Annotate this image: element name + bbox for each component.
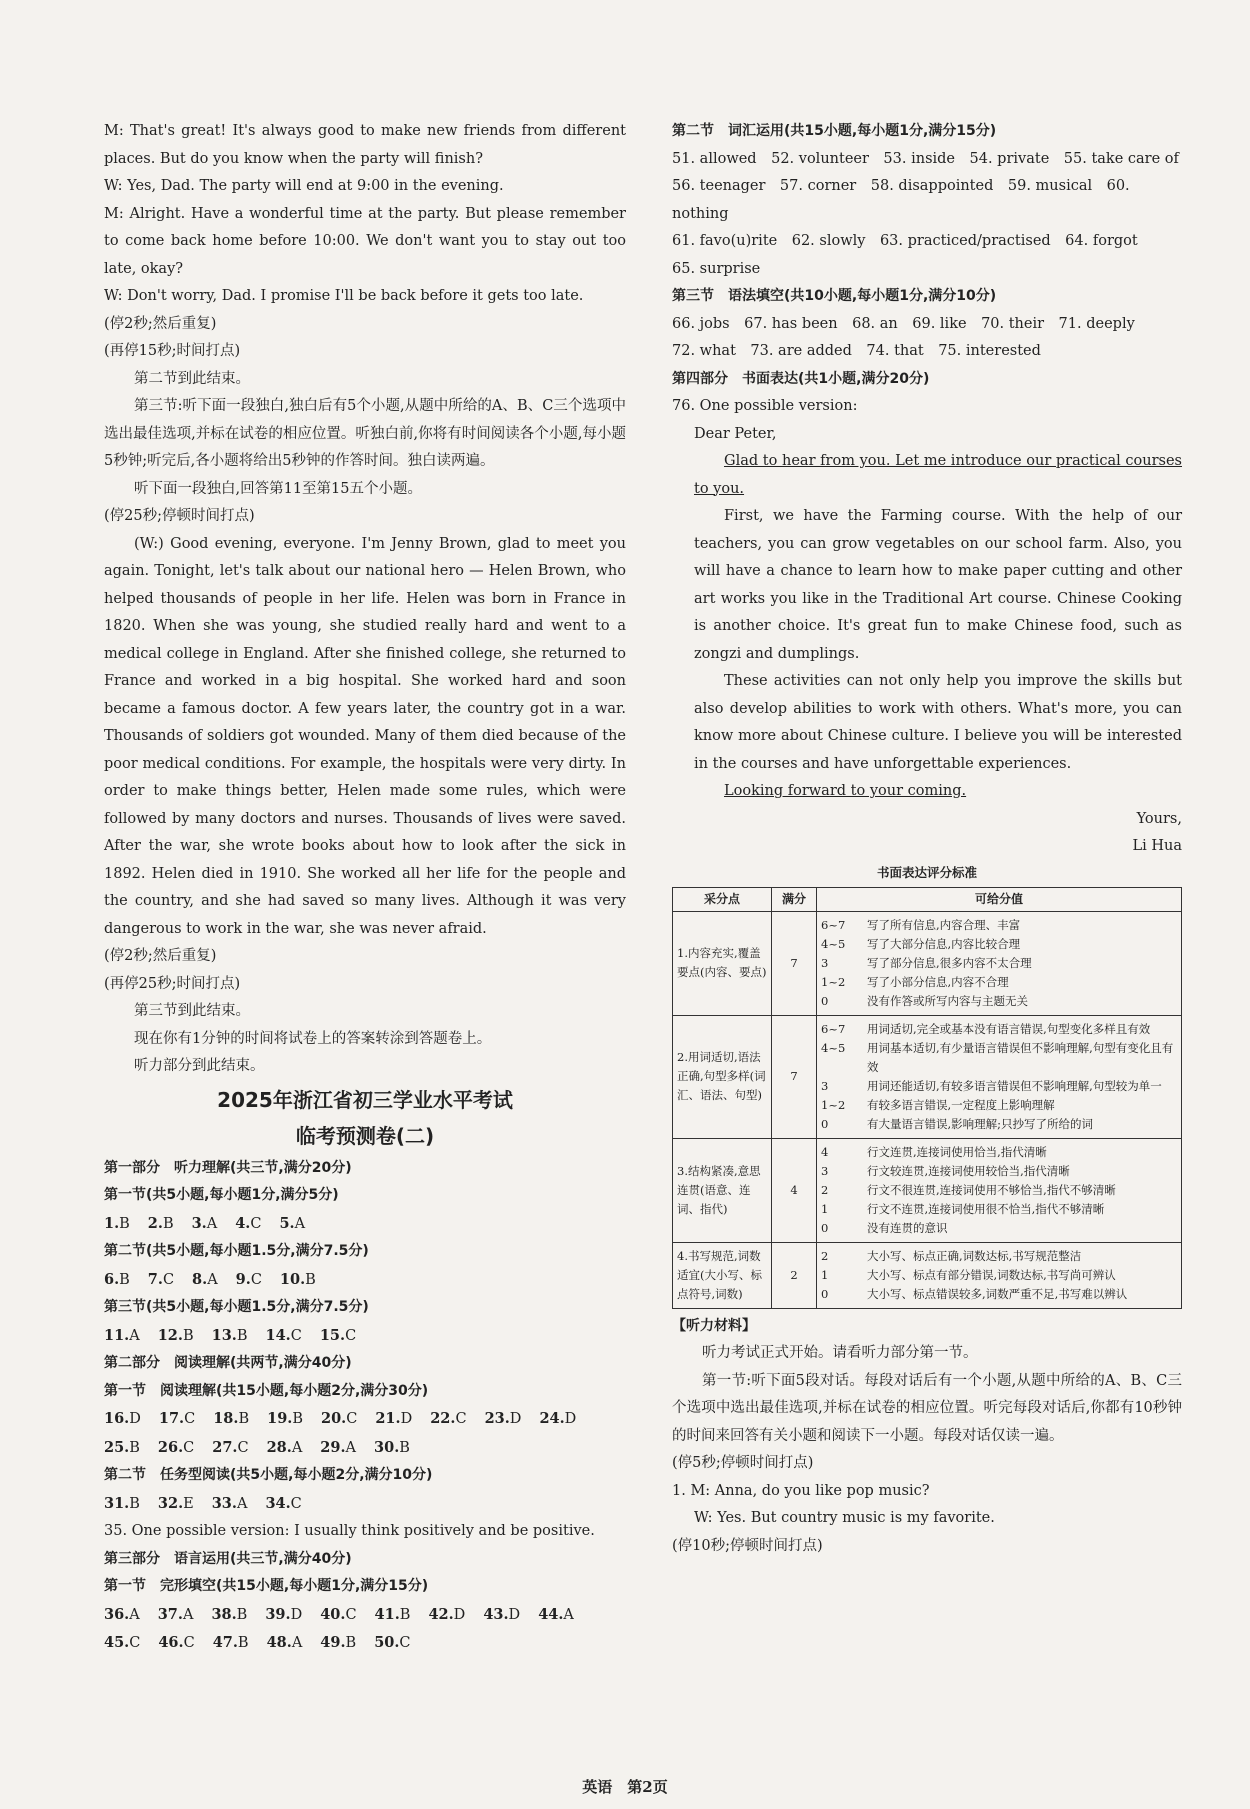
rubric-max: 4 [772, 1138, 817, 1242]
answer-row: 66. jobs 67. has been 68. an 69. like 70. their 71. deeply [672, 315, 1135, 332]
q35-answer: 35. One possible version: I usually think positively and be positive. [104, 1523, 595, 1539]
pause-2: (停2秒;然后重复) [104, 948, 217, 964]
answer-number: 48. [266, 1634, 292, 1651]
answer-item [104, 1607, 140, 1623]
answer-item [158, 1328, 194, 1344]
answer-item [267, 1411, 303, 1427]
rubric-level-score: 0 [821, 1286, 829, 1301]
rubric-level [821, 1266, 1177, 1285]
answer-number: 39. [265, 1605, 291, 1623]
answer-value: D [453, 1606, 466, 1623]
rubric-level-score: 4~5 [821, 936, 846, 951]
answer-item [104, 1328, 140, 1344]
section2-end: 第二节到此结束。 [134, 370, 250, 387]
answer-value: C [183, 1439, 195, 1456]
answer-value: A [294, 1215, 306, 1232]
answer-value: A [206, 1215, 218, 1232]
answer-item [483, 1607, 520, 1623]
rubric-level-desc: 行文较连贯,连接词使用较恰当,指代清晰 [867, 1163, 1070, 1178]
answer-number: 50. [374, 1634, 400, 1651]
section3-intro: 第三节:听下面一段独白,独白后有5个小题,从题中所给的A、B、C三个选项中选出最佳选项,并标在试卷的相应位置。听独白前,你将有时间阅读各个小题,每小题5秒钟;听完后,各小题将给出5秒钟的作答时间。独白读两遍。 [104, 398, 626, 469]
rubric-level [821, 992, 1177, 1011]
rubric-level [821, 1143, 1177, 1162]
answer-value: A [291, 1635, 303, 1651]
rubric-point: 2.用词适切,语法正确,句型多样(词汇、语法、句型) [673, 1015, 772, 1138]
answer-item [158, 1635, 194, 1651]
answer-row: 61. favo(u)rite 62. slowly 63. practiced/practised 64. forgot [672, 233, 1138, 249]
rubric-row [673, 1015, 1182, 1138]
answer-item [320, 1607, 356, 1623]
rubric-level-score: 3 [821, 955, 829, 970]
answer-number: 27. [212, 1438, 238, 1456]
answer-value: D [400, 1411, 413, 1427]
answer-number: 36. [104, 1605, 130, 1623]
answer-value: C [183, 1635, 195, 1651]
rubric-level-desc: 大小写、标点正确,词数达标,书写规范整洁 [867, 1248, 1082, 1263]
answer-row: 72. what 73. are added 74. that 75. interested [672, 343, 1041, 359]
rubric-header-point: 采分点 [673, 887, 772, 911]
answer-number: 40. [320, 1605, 346, 1623]
answer-number: 13. [211, 1326, 237, 1344]
answer-number: 37. [157, 1605, 183, 1623]
answer-item [279, 1216, 305, 1232]
answer-item [236, 1272, 262, 1288]
answer-number: 42. [428, 1605, 454, 1623]
answer-item [374, 1440, 410, 1456]
rubric-level-score: 4 [821, 1144, 829, 1159]
answer-item [485, 1411, 522, 1427]
answer-item [212, 1440, 248, 1456]
answer-number: 19. [267, 1410, 293, 1427]
dialog-line: W: Yes, Dad. The party will end at 9:00 in the evening. [104, 178, 504, 194]
answer-item [266, 1328, 302, 1344]
p3s1-answers-a [104, 1601, 626, 1630]
rubric-row [673, 1242, 1182, 1308]
answer-item [104, 1411, 141, 1427]
rubric-level-desc: 没有作答或所写内容与主题无关 [867, 993, 1028, 1008]
p1s2-answers [104, 1266, 626, 1295]
rubric-level-desc: 没有连贯的意识 [867, 1220, 948, 1235]
letter-name: Li Hua [1132, 838, 1182, 854]
answer-item [148, 1216, 174, 1232]
answer-value: E [183, 1495, 194, 1512]
rubric-level [821, 1247, 1177, 1266]
answer-item [539, 1411, 576, 1427]
answer-item [321, 1411, 357, 1427]
rubric-level-desc: 行文连贯,连接词使用恰当,指代清晰 [867, 1144, 1047, 1159]
answer-number: 43. [483, 1605, 509, 1623]
answer-number: 21. [375, 1410, 401, 1427]
answer-number: 11. [104, 1326, 130, 1344]
p1s3-heading: 第三节(共5小题,每小题1.5分,满分7.5分) [104, 1299, 369, 1315]
rubric-level-desc: 大小写、标点有部分错误,词数达标,书写尚可辨认 [867, 1267, 1116, 1282]
dialog-line: M: Alright. Have a wonderful time at the party. But please remember to come back home before 10:00. We don't want you to stay out too late, okay? [104, 205, 626, 277]
letter-para-3: These activities can not only help you improve the skills but also develop abilities to work with others. What's more, you can know more about Chinese culture. I believe you will be interested in the courses and have unforgettable experiences. [694, 673, 1182, 772]
answer-number: 4. [235, 1214, 251, 1232]
answer-number: 34. [265, 1494, 291, 1512]
answer-value: A [182, 1606, 194, 1623]
rubric-level-score: 3 [821, 1078, 829, 1093]
answer-value: A [236, 1495, 248, 1512]
rubric-level-desc: 写了小部分信息,内容不合理 [867, 974, 1009, 989]
rubric-point: 1.内容充实,覆盖要点(内容、要点) [673, 911, 772, 1015]
answer-item [104, 1496, 140, 1512]
answer-item [267, 1440, 303, 1456]
answer-number: 47. [212, 1634, 238, 1651]
answer-value: D [564, 1411, 577, 1427]
answer-item [267, 1635, 303, 1651]
answer-value: B [129, 1439, 140, 1456]
answer-value: A [207, 1271, 218, 1288]
answer-value: B [399, 1439, 410, 1456]
answer-number: 3. [191, 1214, 207, 1232]
answer-number: 16. [104, 1410, 130, 1427]
part4-heading: 第四部分 书面表达(共1小题,满分20分) [672, 370, 930, 387]
rubric-level [821, 1285, 1177, 1304]
answer-value: B [345, 1635, 357, 1651]
rubric-level-score: 6~7 [821, 1021, 846, 1036]
pause-25: (停25秒;停顿时间打点) [104, 508, 255, 524]
part2-heading: 第二部分 阅读理解(共两节,满分40分) [104, 1355, 352, 1371]
rubric-level [821, 1219, 1177, 1238]
answer-item [212, 1328, 248, 1344]
rubric-level-desc: 行文不连贯,连接词使用很不恰当,指代不够清晰 [867, 1201, 1105, 1216]
rubric-level-desc: 有较多语言错误,一定程度上影响理解 [867, 1097, 1055, 1112]
p2s2-heading: 第二节 任务型阅读(共5小题,每小题2分,满分10分) [104, 1467, 433, 1483]
answer-row: 65. surprise [672, 260, 761, 277]
answer-value: B [399, 1606, 411, 1623]
answer-value: D [290, 1606, 303, 1623]
answer-number: 24. [539, 1410, 565, 1427]
answer-item [104, 1440, 140, 1456]
rubric-levels [817, 1242, 1182, 1308]
rubric-row [673, 911, 1182, 1015]
rubric-max: 7 [772, 911, 817, 1015]
answer-number: 12. [157, 1326, 183, 1344]
answer-number: 6. [104, 1270, 120, 1288]
answer-item [265, 1607, 302, 1623]
answer-number: 22. [430, 1410, 456, 1427]
answer-item [320, 1328, 356, 1344]
answer-number: 49. [320, 1634, 346, 1651]
rubric-level [821, 1020, 1177, 1039]
answer-number: 45. [104, 1634, 130, 1651]
p1s3-answers [104, 1322, 626, 1351]
listening-pause10: (停10秒;停顿时间打点) [672, 1537, 823, 1554]
answer-item [212, 1496, 248, 1512]
rubric-level-desc: 写了大部分信息,内容比较合理 [867, 936, 1021, 951]
answer-value: B [162, 1215, 174, 1232]
rubric-level [821, 1181, 1177, 1200]
p1s1-answers [104, 1210, 626, 1239]
answer-value: C [345, 1327, 357, 1344]
answer-value: A [129, 1606, 140, 1623]
letter-para-2: First, we have the Farming course. With the help of our teachers, you can grow vegetables on our school farm. Also, you will have a chance to learn how to make paper cutting and other art works you like in the Traditional Art course. Chinese Cooking is another choice. It's great fun to make Chinese food, such as zongzi and dumplings. [694, 508, 1182, 662]
answer-item [235, 1216, 261, 1232]
rubric-level [821, 973, 1177, 992]
answer-value: C [162, 1271, 175, 1288]
p3s2-heading: 第二节 词汇运用(共15小题,每小题1分,满分15分) [672, 123, 997, 139]
answer-item [104, 1272, 130, 1288]
answer-value: A [129, 1327, 140, 1344]
dialog-line: (停2秒;然后重复) [104, 315, 217, 332]
answer-value: B [129, 1495, 140, 1512]
right-column [672, 118, 1182, 1560]
p2s1-answers-a [104, 1405, 626, 1434]
rubric-header-levels: 可给分值 [817, 887, 1182, 911]
answer-number: 33. [211, 1494, 237, 1512]
answer-value: B [238, 1411, 250, 1427]
rubric-max: 2 [772, 1242, 817, 1308]
rubric-level-desc: 有大量语言错误,影响理解;只抄写了所给的词 [867, 1116, 1094, 1131]
answer-number: 26. [157, 1438, 184, 1456]
answer-value: A [345, 1439, 357, 1456]
answer-number: 10. [279, 1270, 306, 1288]
rubric-row [673, 1138, 1182, 1242]
answer-item [158, 1496, 194, 1512]
section3-instruction: 听下面一段独白,回答第11至第15五个小题。 [134, 480, 423, 497]
grammar-answers [672, 311, 1182, 366]
answer-value: B [292, 1411, 303, 1427]
listening-section1: 第一节:听下面5段对话。每段对话后有一个小题,从题中所给的A、B、C三个选项中选出最佳选项,并标在试卷的相应位置。听完每段对话后,你都有10秒钟的时间来回答有关小题和阅读下一小题。每段对话仅读一遍。 [672, 1372, 1182, 1444]
rubric-level [821, 1096, 1177, 1115]
answer-value: C [250, 1215, 262, 1232]
listening-end: 听力部分到此结束。 [134, 1058, 265, 1074]
exam-title: 2025年浙江省初三学业水平考试 [217, 1087, 513, 1112]
answer-number: 14. [265, 1326, 291, 1344]
part3-heading: 第三部分 语言运用(共三节,满分40分) [104, 1550, 352, 1567]
rubric-level [821, 1039, 1177, 1077]
rubric-level-score: 2 [821, 1248, 829, 1263]
answer-value: B [236, 1606, 248, 1623]
answer-number: 17. [158, 1410, 185, 1427]
rubric-level [821, 1077, 1177, 1096]
answer-value: D [509, 1411, 522, 1427]
rubric-level-desc: 写了部分信息,很多内容不太合理 [867, 955, 1032, 970]
rubric-level-desc: 用词还能适切,有较多语言错误但不影响理解,句型较为单一 [867, 1078, 1162, 1093]
p1s1-heading: 第一节(共5小题,每小题1分,满分5分) [104, 1187, 339, 1203]
answer-item [104, 1216, 130, 1232]
rubric-table [672, 887, 1182, 1309]
transfer-note: 现在你有1分钟的时间将试卷上的答案转涂到答题卷上。 [134, 1030, 492, 1047]
monologue: (W:) Good evening, everyone. I'm Jenny Brown, glad to meet you again. Tonight, let's talk about our national hero — Helen Brown, who helped thousands of people in her life. Helen was born in France in 1820. When she was young, she studied really hard and went to a medical college in England. After she finished college, she returned to France and worked in a big hospital. She worked hard and soon became a famous doctor. A few years later, the country got in a war. Thousands of soldiers got wounded. Many of them died because of the poor medical conditions. For example, the hospitals were very dirty. In order to make things better, Helen made some rules, which were followed by many doctors and nurses. Thousands of lives were saved. After the war, she wrote books about how to look after the sick in 1892. Helen died in 1910. She worked all her life for the people and the country, and she had saved so many lives. Although it was very dangerous to work in the war, she was never afraid. [104, 535, 626, 937]
p3s1-answers-b [104, 1629, 626, 1658]
answer-value: C [290, 1327, 302, 1344]
listening-start: 听力考试正式开始。请看听力部分第一节。 [702, 1345, 978, 1361]
p3s3-heading: 第三节 语法填空(共10小题,每小题1分,满分10分) [672, 288, 997, 304]
answer-item [428, 1607, 465, 1623]
letter-para-1: Glad to hear from you. Let me introduce our practical courses to you. [694, 453, 1182, 497]
answer-item [374, 1635, 410, 1651]
listening-header: 【听力材料】 [672, 1317, 756, 1334]
rubric-levels [817, 1015, 1182, 1138]
answer-number: 28. [266, 1438, 292, 1456]
answer-item [265, 1496, 301, 1512]
answer-value: B [305, 1271, 316, 1288]
answer-row: 56. teenager 57. corner 58. disappointed 59. musical 60. nothing [672, 178, 1130, 222]
answer-number: 23. [484, 1410, 510, 1427]
answer-item [320, 1635, 356, 1651]
rubric-max: 7 [772, 1015, 817, 1138]
rubric-level-score: 6~7 [821, 917, 846, 932]
answer-value: C [184, 1411, 196, 1427]
answer-item [148, 1272, 174, 1288]
answer-value: B [119, 1215, 130, 1232]
answer-value: B [236, 1327, 248, 1344]
vocab-answers [672, 146, 1182, 284]
answer-number: 38. [211, 1605, 237, 1623]
rubric-level [821, 916, 1177, 935]
answer-value: C [290, 1495, 302, 1512]
left-column [104, 118, 626, 1658]
dialog-block [104, 118, 626, 366]
answer-number: 8. [192, 1270, 208, 1288]
answer-item [192, 1216, 218, 1232]
answer-item [375, 1607, 411, 1623]
rubric-point: 4.书写规范,词数适宜(大小写、标点符号,词数) [673, 1242, 772, 1308]
answer-item [158, 1607, 194, 1623]
q76-label: 76. One possible version: [672, 398, 858, 414]
answer-value: C [346, 1411, 358, 1427]
answer-value: C [345, 1606, 357, 1623]
answer-value: A [563, 1606, 574, 1623]
rubric-level [821, 954, 1177, 973]
part1-heading: 第一部分 听力理解(共三节,满分20分) [104, 1159, 352, 1176]
rubric-level-score: 1~2 [821, 974, 846, 989]
answer-number: 7. [147, 1270, 163, 1288]
rubric-level-desc: 行文不很连贯,连接词使用不够恰当,指代不够清晰 [867, 1182, 1116, 1197]
answer-number: 31. [104, 1494, 130, 1512]
rubric-level-score: 1 [821, 1267, 829, 1282]
answer-item [213, 1411, 249, 1427]
answer-value: D [129, 1411, 141, 1427]
rubric-level-desc: 用词适切,完全或基本没有语言错误,句型变化多样且有效 [867, 1021, 1151, 1036]
answer-number: 30. [374, 1438, 400, 1456]
dialog-line: M: That's great! It's always good to make new friends from different places. But do you know when the party will finish? [104, 123, 626, 167]
answer-item [159, 1411, 195, 1427]
dialog-line: (再停15秒;时间打点) [104, 343, 241, 359]
rubric-level-score: 0 [821, 1116, 829, 1131]
answer-value: D [508, 1606, 521, 1623]
p2s1-answers-b [104, 1434, 626, 1463]
answer-number: 44. [538, 1605, 564, 1623]
rubric-levels [817, 911, 1182, 1015]
answer-item [430, 1411, 466, 1427]
rubric-level-desc: 大小写、标点错误较多,词数严重不足,书写难以辨认 [867, 1286, 1128, 1301]
answer-number: 18. [213, 1410, 239, 1427]
rubric-level-score: 2 [821, 1182, 829, 1197]
rubric-level-score: 4~5 [821, 1040, 846, 1055]
rubric-level-score: 0 [821, 993, 829, 1008]
answer-value: A [291, 1439, 303, 1456]
answer-number: 5. [279, 1214, 295, 1232]
p2s2-answers [104, 1490, 626, 1519]
rubric-levels [817, 1138, 1182, 1242]
p2s1-heading: 第一节 阅读理解(共15小题,每小题2分,满分30分) [104, 1382, 429, 1399]
pause-25b: (再停25秒;时间打点) [104, 975, 241, 992]
listening-pause5: (停5秒;停顿时间打点) [672, 1455, 814, 1471]
rubric-level-desc: 用词基本适切,有少量语言错误但不影响理解,句型有变化且有效 [867, 1040, 1174, 1074]
answer-value: C [250, 1271, 262, 1288]
listening-q1: 1. M: Anna, do you like pop music? [672, 1482, 930, 1499]
rubric-level [821, 1162, 1177, 1181]
answer-number: 25. [104, 1438, 130, 1456]
page-footer: 英语 第2页 [582, 1778, 668, 1796]
answer-number: 41. [374, 1605, 400, 1623]
rubric-level-desc: 写了所有信息,内容合理、丰富 [867, 917, 1021, 932]
exam-subtitle: 临考预测卷(二) [295, 1123, 435, 1148]
answer-number: 1. [104, 1214, 120, 1232]
answer-number: 15. [319, 1326, 346, 1344]
rubric-header-max: 满分 [772, 887, 817, 911]
rubric-point: 3.结构紧凑,意思连贯(语意、连词、指代) [673, 1138, 772, 1242]
listening-a1: W: Yes. But country music is my favorite. [694, 1510, 995, 1526]
answer-number: 2. [147, 1214, 163, 1232]
answer-item [213, 1635, 249, 1651]
rubric-level-score: 1~2 [821, 1097, 846, 1112]
answer-number: 32. [157, 1494, 184, 1512]
letter-yours: Yours, [1136, 810, 1182, 827]
p1s2-heading: 第二节(共5小题,每小题1.5分,满分7.5分) [104, 1243, 369, 1259]
answer-item [538, 1607, 574, 1623]
answer-value: C [129, 1635, 141, 1651]
answer-number: 46. [158, 1634, 184, 1651]
answer-value: C [237, 1439, 249, 1456]
answer-item [158, 1440, 194, 1456]
answer-number: 20. [321, 1410, 347, 1427]
answer-item [375, 1411, 412, 1427]
answer-value: B [182, 1327, 194, 1344]
answer-item [192, 1272, 218, 1288]
answer-item [280, 1272, 316, 1288]
rubric-level [821, 1200, 1177, 1219]
dialog-line: W: Don't worry, Dad. I promise I'll be back before it gets too late. [104, 288, 584, 304]
rubric-level [821, 935, 1177, 954]
section3-end: 第三节到此结束。 [134, 1003, 250, 1019]
rubric-title: 书面表达评分标准 [876, 864, 977, 880]
rubric-level-score: 0 [821, 1220, 829, 1235]
answer-item [104, 1635, 140, 1651]
rubric-level-score: 1 [821, 1201, 829, 1216]
answer-value: B [119, 1271, 130, 1288]
answer-item [320, 1440, 356, 1456]
salutation: Dear Peter, [694, 425, 777, 442]
rubric-level [821, 1115, 1177, 1134]
answer-value: C [399, 1635, 411, 1651]
answer-number: 29. [320, 1438, 346, 1456]
letter-closing: Looking forward to your coming. [724, 783, 967, 799]
answer-number: 9. [235, 1270, 251, 1288]
answer-value: C [455, 1411, 467, 1427]
p3s1-heading: 第一节 完形填空(共15小题,每小题1分,满分15分) [104, 1578, 429, 1594]
answer-value: B [237, 1635, 249, 1651]
answer-row: 51. allowed 52. volunteer 53. inside 54. private 55. take care of [672, 150, 1179, 167]
rubric-level-score: 3 [821, 1163, 829, 1178]
answer-item [211, 1607, 247, 1623]
